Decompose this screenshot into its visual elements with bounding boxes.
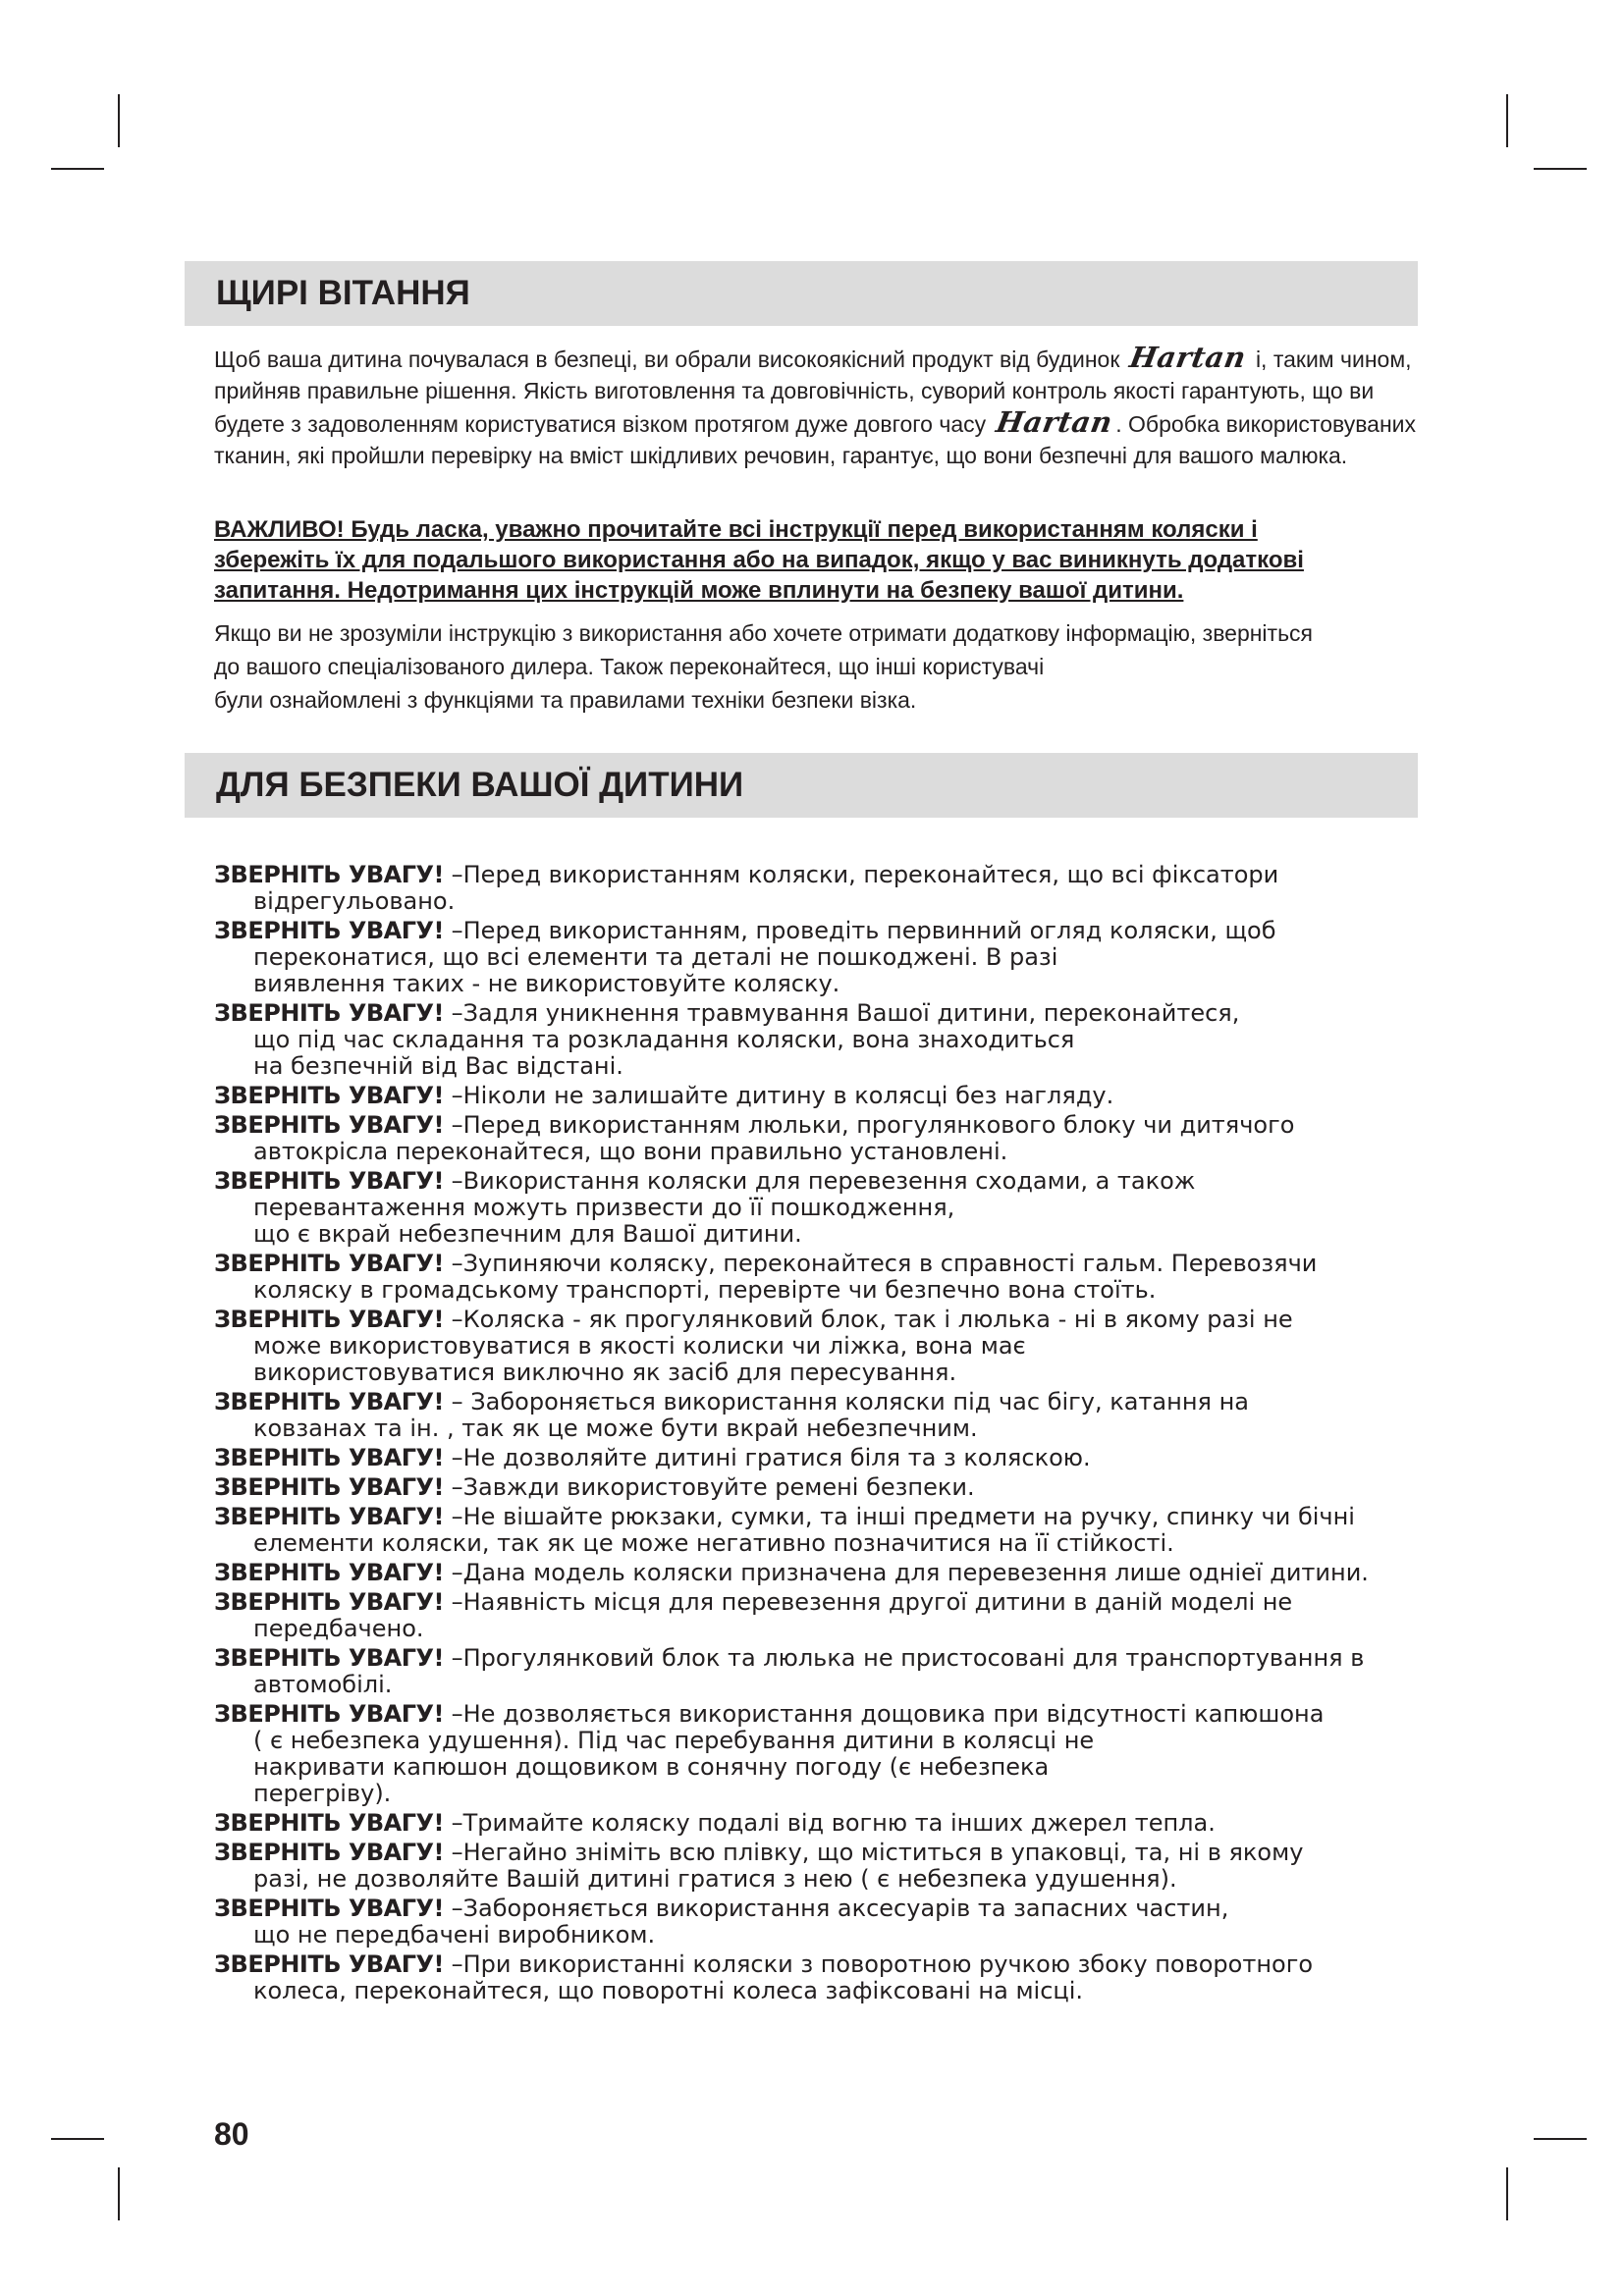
warning-item bbox=[214, 1251, 1418, 1304]
warning-text: –Не дозволяється використання дощовика при відсутності капюшона bbox=[451, 1700, 1325, 1728]
warning-label: ЗВЕРНІТЬ УВАГУ! bbox=[214, 1167, 444, 1195]
warning-text-continued: накривати капюшон дощовиком в сонячну погоду (є небезпека bbox=[253, 1753, 1050, 1781]
warning-label: ЗВЕРНІТЬ УВАГУ! bbox=[214, 1644, 444, 1672]
warning-label: ЗВЕРНІТЬ УВАГУ! bbox=[214, 1082, 444, 1109]
warning-item bbox=[214, 1083, 1418, 1109]
warning-item bbox=[214, 1307, 1418, 1386]
warning-text: –Наявність місця для перевезення другої дитини в даній моделі не bbox=[451, 1588, 1293, 1616]
warning-text-continued: елементи коляски, так як це може негативно позначитися на її стійкості. bbox=[253, 1529, 1174, 1557]
warning-text-continued: автомобілі. bbox=[253, 1671, 393, 1698]
warning-item bbox=[214, 1896, 1418, 1949]
warning-text: – Забороняється використання коляски під час бігу, катання на bbox=[451, 1388, 1249, 1415]
crop-mark bbox=[118, 2167, 120, 2220]
warning-item bbox=[214, 1951, 1418, 2004]
warning-item bbox=[214, 1504, 1418, 1557]
warning-text-continued: що є вкрай небезпечним для Вашої дитини. bbox=[253, 1220, 802, 1248]
warning-text-continued: колеса, переконайтеся, що поворотні колеса зафіксовані на місці. bbox=[253, 1977, 1084, 2004]
warning-label: ЗВЕРНІТЬ УВАГУ! bbox=[214, 917, 444, 944]
warning-text-continued: разі, не дозволяйте Вашій дитині гратися з нею ( є небезпека удушення). bbox=[253, 1865, 1177, 1893]
warning-label: ЗВЕРНІТЬ УВАГУ! bbox=[214, 1250, 444, 1277]
warning-label: ЗВЕРНІТЬ УВАГУ! bbox=[214, 1503, 444, 1530]
section-header-safety bbox=[185, 753, 1418, 818]
important-line: збережіть їх для подальшого використання або на випадок, якщо у вас виникнуть додаткові bbox=[214, 547, 1304, 573]
contact-line: були ознайомлені з функціями та правилами техніки безпеки візка. bbox=[214, 687, 917, 713]
contact-line: Якщо ви не зрозуміли інструкцію з використання або хочете отримати додаткову інформацію, зверніться bbox=[214, 620, 1314, 646]
warning-label: ЗВЕРНІТЬ УВАГУ! bbox=[214, 1588, 444, 1616]
warning-label: ЗВЕРНІТЬ УВАГУ! bbox=[214, 1111, 444, 1139]
warning-text-continued: ( є небезпека удушення). Під час перебування дитини в колясці не bbox=[253, 1727, 1095, 1754]
warning-text: –Не дозволяйте дитині гратися біля та з коляскою. bbox=[451, 1444, 1091, 1471]
important-line: ВАЖЛИВО! Будь ласка, уважно прочитайте всі інструкції перед використанням коляски і bbox=[214, 516, 1258, 543]
warning-label: ЗВЕРНІТЬ УВАГУ! bbox=[214, 1559, 444, 1586]
warning-text: –Прогулянковий блок та люлька не пристосовані для транспортування в bbox=[451, 1644, 1365, 1672]
warning-item bbox=[214, 1389, 1418, 1442]
warning-text: –Перед використанням коляски, переконайтеся, що всі фіксатори bbox=[451, 861, 1279, 888]
warning-item bbox=[214, 862, 1418, 915]
greeting-text-start: Щоб ваша дитина почувалася в безпеці, ви обрали високоякісний продукт від будинок bbox=[214, 347, 1120, 372]
hartan-logo: Hartan bbox=[1126, 341, 1249, 374]
warning-text: –Негайно зніміть всю плівку, що міститься в упаковці, та, ні в якому bbox=[451, 1839, 1304, 1866]
warning-text-continued: перевантаження можуть призвести до її пошкодження, bbox=[253, 1194, 955, 1221]
important-line: запитання. Недотримання цих інструкцій може вплинути на безпеку вашої дитини. bbox=[214, 577, 1184, 604]
warning-text-continued: на безпечній від Вас відстані. bbox=[253, 1052, 623, 1080]
warning-text-continued: переконатися, що всі елементи та деталі не пошкоджені. В разі bbox=[253, 943, 1058, 971]
greeting-paragraph bbox=[214, 342, 1418, 471]
warning-item bbox=[214, 1560, 1418, 1586]
warning-item bbox=[214, 1589, 1418, 1642]
warning-text-continued: відрегульовано. bbox=[253, 887, 456, 915]
warning-item bbox=[214, 918, 1418, 997]
crop-mark bbox=[118, 94, 120, 147]
warning-text: –Перед використанням люльки, прогулянкового блоку чи дитячого bbox=[451, 1111, 1295, 1139]
warning-text-continued: коляску в громадському транспорті, перевірте чи безпечно вона стоїть. bbox=[253, 1276, 1157, 1304]
important-notice bbox=[214, 514, 1418, 606]
warning-label: ЗВЕРНІТЬ УВАГУ! bbox=[214, 1895, 444, 1922]
warning-text-continued: автокрісла переконайтеся, що вони правильно установлені. bbox=[253, 1138, 1008, 1165]
warning-label: ЗВЕРНІТЬ УВАГУ! bbox=[214, 1388, 444, 1415]
warning-text: –Забороняється використання аксесуарів та запасних частин, bbox=[451, 1895, 1229, 1922]
crop-mark bbox=[1534, 168, 1587, 170]
warning-label: ЗВЕРНІТЬ УВАГУ! bbox=[214, 1306, 444, 1333]
greeting-text-end: . Обробка використовуваних тканин, які пройшли перевірку на вміст шкідливих речовин, гарантує, що вони безпечні для вашого малюка. bbox=[214, 411, 1417, 468]
warning-label: ЗВЕРНІТЬ УВАГУ! bbox=[214, 999, 444, 1027]
warning-text: –Задля уникнення травмування Вашої дитини, переконайтеся, bbox=[451, 999, 1240, 1027]
section-header-greeting bbox=[185, 261, 1418, 326]
warning-text: –Перед використанням, проведіть первинний огляд коляски, щоб bbox=[451, 917, 1276, 944]
warning-item bbox=[214, 1000, 1418, 1080]
warning-text: –Коляска - як прогулянковий блок, так і люлька - ні в якому разі не bbox=[451, 1306, 1293, 1333]
warning-text-continued: перегріву). bbox=[253, 1780, 392, 1807]
warning-text-continued: передбачено. bbox=[253, 1615, 424, 1642]
warning-label: ЗВЕРНІТЬ УВАГУ! bbox=[214, 861, 444, 888]
warning-text: –Ніколи не залишайте дитину в колясці без нагляду. bbox=[451, 1082, 1114, 1109]
warning-text: –Зупиняючи коляску, переконайтеся в справності гальм. Перевозячи bbox=[451, 1250, 1318, 1277]
warning-label: ЗВЕРНІТЬ УВАГУ! bbox=[214, 1839, 444, 1866]
warning-text-continued: використовуватися виключно як засіб для пересування. bbox=[253, 1359, 957, 1386]
warning-item bbox=[214, 1112, 1418, 1165]
contact-paragraph bbox=[214, 616, 1418, 717]
warning-item bbox=[214, 1474, 1418, 1501]
warning-text: –При використанні коляски з поворотною ручкою збоку поворотного bbox=[451, 1950, 1313, 1978]
crop-mark bbox=[51, 2138, 104, 2140]
page-number: 80 bbox=[214, 2116, 249, 2152]
warning-label: ЗВЕРНІТЬ УВАГУ! bbox=[214, 1473, 444, 1501]
warning-label: ЗВЕРНІТЬ УВАГУ! bbox=[214, 1700, 444, 1728]
warning-item bbox=[214, 1701, 1418, 1807]
warning-text: –Тримайте коляску подалі від вогню та інших джерел тепла. bbox=[451, 1809, 1216, 1837]
hartan-logo: Hartan bbox=[993, 405, 1115, 439]
warnings-list bbox=[214, 862, 1418, 2007]
warning-item bbox=[214, 1445, 1418, 1471]
section-title: ЩИРІ ВІТАННЯ bbox=[216, 274, 470, 312]
warning-label: ЗВЕРНІТЬ УВАГУ! bbox=[214, 1809, 444, 1837]
warning-item bbox=[214, 1840, 1418, 1893]
warning-text: –Використання коляски для перевезення сходами, а також bbox=[451, 1167, 1196, 1195]
warning-label: ЗВЕРНІТЬ УВАГУ! bbox=[214, 1444, 444, 1471]
warning-item bbox=[214, 1645, 1418, 1698]
warning-text: –Не вішайте рюкзаки, сумки, та інші предмети на ручку, спинку чи бічні bbox=[451, 1503, 1355, 1530]
section-title: ДЛЯ БЕЗПЕКИ ВАШОЇ ДИТИНИ bbox=[216, 766, 744, 804]
warning-label: ЗВЕРНІТЬ УВАГУ! bbox=[214, 1950, 444, 1978]
crop-mark bbox=[1506, 2167, 1508, 2220]
warning-text-continued: що під час складання та розкладання коляски, вона знаходиться bbox=[253, 1026, 1075, 1053]
warning-text-continued: що не передбачені виробником. bbox=[253, 1921, 656, 1949]
contact-line: до вашого спеціалізованого дилера. Також переконайтеся, що інші користувачі bbox=[214, 654, 1045, 679]
warning-text: –Завжди використовуйте ремені безпеки. bbox=[451, 1473, 975, 1501]
crop-mark bbox=[1506, 94, 1508, 147]
warning-text-continued: виявлення таких - не використовуйте коляску. bbox=[253, 970, 840, 997]
greeting-text-middle: і, таким чином, прийняв правильне рішення. Якість виготовлення та довговічність, суворий контроль якості гарантують, що ви будете з задоволенням користуватися візком протягом дуже довгого часу bbox=[214, 347, 1412, 437]
crop-mark bbox=[1534, 2138, 1587, 2140]
warning-item bbox=[214, 1168, 1418, 1248]
crop-mark bbox=[51, 168, 104, 170]
warning-item bbox=[214, 1810, 1418, 1837]
warning-text-continued: ковзанах та ін. , так як це може бути вкрай небезпечним. bbox=[253, 1415, 978, 1442]
warning-text-continued: може використовуватися в якості колиски чи ліжка, вона має bbox=[253, 1332, 1026, 1360]
warning-text: –Дана модель коляски призначена для перевезення лише одніеї дитини. bbox=[451, 1559, 1369, 1586]
